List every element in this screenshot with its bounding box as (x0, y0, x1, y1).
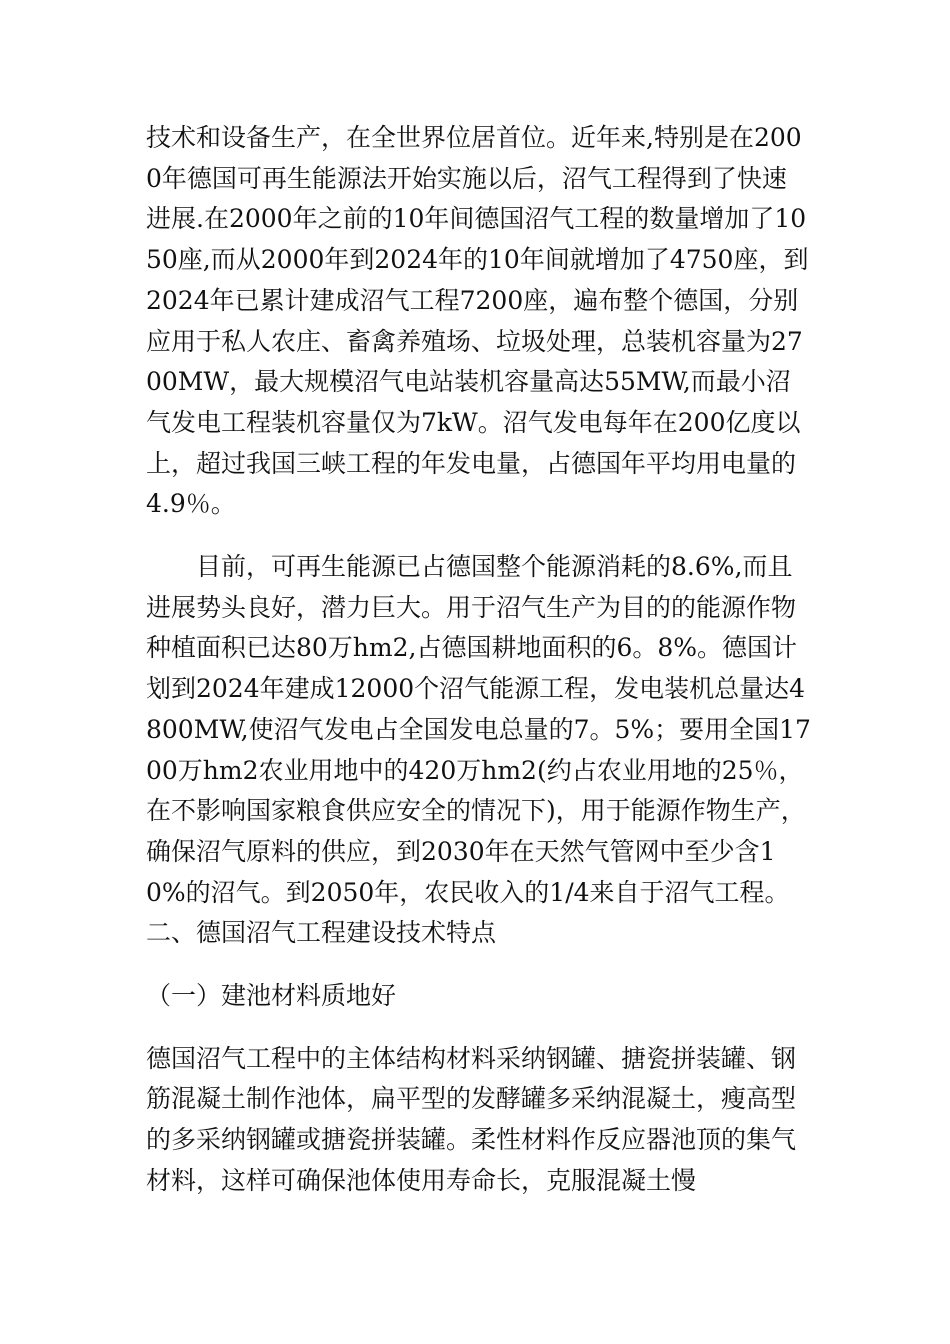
paragraph-structure-materials: 德国沼气工程中的主体结构材料采纳钢罐、搪瓷拼装罐、钢筋混凝土制作池体，扁平型的发酵罐多采纳混凝土，瘦高型的多采纳钢罐或搪瓷拼装罐。柔性材料作反应器池顶的集气材料，这样可确保池体使用寿命长，克服混凝土慢 (146, 1043, 797, 1195)
section-heading-materials: （一）建池材料质地好 (146, 981, 397, 1011)
paragraph-germany-biogas-history: 技术和设备生产，在全世界位居首位。近年来,特别是在2000年德国可再生能源法开始实施以后，沼气工程得到了快速进展.在2000年之前的10年间德国沼气工程的数量增加了1050座,而从2000年到2024年的10年间就增加了4750座，到2024年已累计建成沼气工程7200座，遍布整个德国，分别应用于私人农庄、畜禽养殖场、垃圾处理，总装机容量为2700MW，最大规模沼气电站装机容量高达55MW,而最小沼气发电工程装机容量仅为7kW。沼气发电每年在200亿度以上，超过我国三峡工程的年发电量，占德国年平均用电量的4.9％。 (146, 123, 809, 519)
document-body (146, 118, 811, 1202)
paragraph-renewable-energy-plans: 目前，可再生能源已占德国整个能源消耗的8.6%,而且进展势头良好，潜力巨大。用于沼气生产为目的的能源作物种植面积已达80万hm2,占德国耕地面积的6。8%。德国计划到2024年建成12000个沼气能源工程，发电装机总量达4800MW,使沼气发电占全国发电总量的7。5%；要用全国1700万hm2农业用地中的420万hm2(约占农业用地的25％，在不影响国家粮食供应安全的情况下)，用于能源作物生产，确保沼气原料的供应，到2030年在天然气管网中至少含10%的沼气。到2050年，农民收入的1/4来自于沼气工程。二、德国沼气工程建设技术特点 (146, 552, 811, 948)
